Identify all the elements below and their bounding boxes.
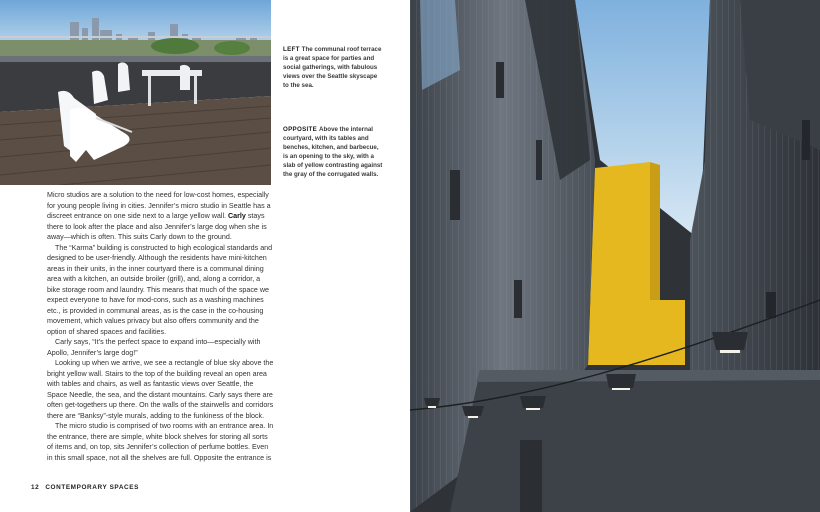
roof-terrace-illustration <box>0 0 271 185</box>
caption-left-label: LEFT <box>283 46 300 53</box>
courtyard-photo <box>410 0 820 512</box>
page-folio <box>31 484 139 491</box>
page-number: 12 <box>31 484 40 491</box>
roof-terrace-photo <box>0 0 271 185</box>
paragraph-1 <box>47 190 275 243</box>
paragraph-5: The micro studio is comprised of two rooms with an entrance area. In the entrance, there are simple, white block shelves for storing all sorts of items and, on top, sits Jennifer’s collection of perfume bottles. Even in this small space, not all the shelves are full. Opposite the entrance is <box>47 422 274 462</box>
section-title: CONTEMPORARY SPACES <box>45 484 139 491</box>
paragraph-3: Carly says, “It’s the perfect space to expand into—especially with Apollo, Jennifer’s large dog!” <box>47 338 261 357</box>
name-carly: Carly <box>228 212 246 220</box>
caption-opposite <box>283 125 383 180</box>
paragraph-4: Looking up when we arrive, we see a rectangle of blue sky above the bright yellow wall. Stairs to the top of the building reveal an open area with tables and chairs, as well as fantastic views over Seattle, the Space Needle, the sea, and the distant mountains. Carly says there are often get-togethers up there. On the walls of the stairwells and corridors there are “Banksy”-style murals, adding to the funkiness of the block. <box>47 359 274 420</box>
caption-left-text: The communal roof terrace is a great space for parties and social gatherings, with fabulous views over the Seattle skyscape to the sea. <box>283 46 382 90</box>
paragraph-2: The “Karma” building is constructed to high ecological standards and designed to be user-friendly. Although the residents have mini-kitchen areas in their units, in the inner courtyard there is a communal dining area with a kitchen, an outside broiler (grill), and, along a corridor, a bike storage room and laundry. This means that much of the space we expect everyone to have for mod-cons, such as a washing machines etc., is provided in communal areas, as is the case in the co-housing movement, which values privacy but also offers community and the option of shared spaces and facilities. <box>47 243 273 336</box>
caption-left <box>283 45 383 90</box>
caption-opposite-text: Above the internal courtyard, with its tables and benches, kitchen, and barbecue, is an opening to the sky, with a slab of yellow contrasting against the gray of the corrugated walls. <box>283 126 383 179</box>
article-body <box>47 190 275 463</box>
courtyard-illustration <box>410 0 820 512</box>
paragraph-1-end: stays there to look after the place and also Jennifer’s large dog when she is away—which is often. This suits Carly down to the ground. <box>47 212 267 241</box>
caption-opposite-label: OPPOSITE <box>283 126 318 133</box>
paragraph-1-start: Micro studios are a solution to the need for low-cost homes, especially for young people living in cities. Jennifer’s micro studio in Seattle has a discreet entrance on one side next to a large yellow wall. <box>47 191 271 220</box>
